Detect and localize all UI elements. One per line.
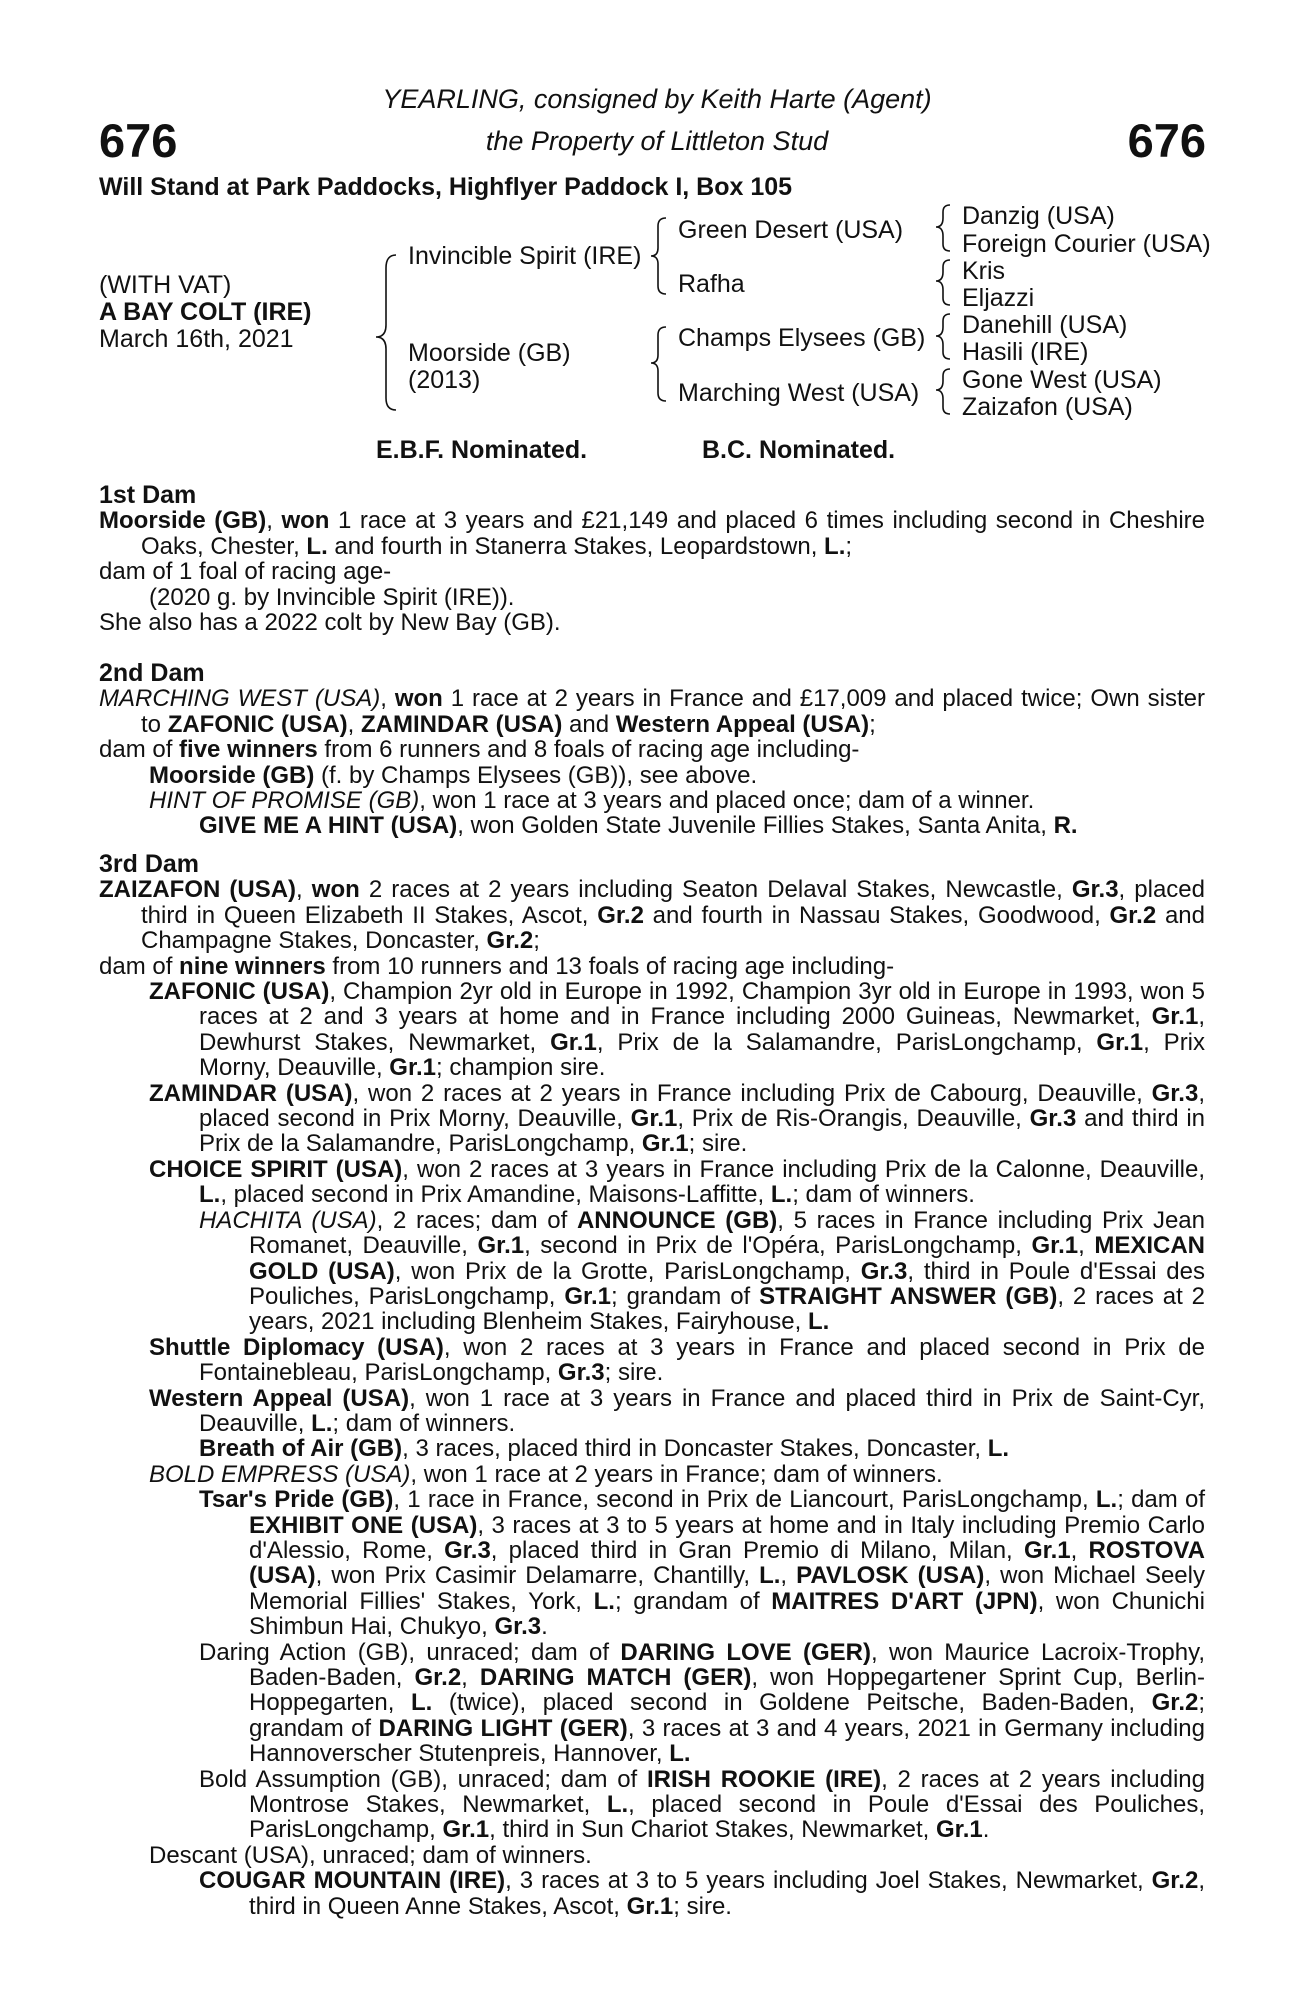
pedigree-entry	[99, 610, 1205, 635]
bold-text: Gr.3	[1029, 1105, 1077, 1133]
bold-text: L.	[669, 1740, 691, 1768]
entry-text: ,	[1078, 1232, 1095, 1260]
entry-text: , 5 races in France including Prix Jean Romanet, Deauville,	[249, 1206, 1205, 1260]
entry-text: from 10 runners and 13 foals of racing age including-	[325, 952, 895, 980]
pedigree-ddd: Zaizafon (USA)	[962, 393, 1133, 421]
entry-text: ; dam of winners.	[792, 1181, 975, 1209]
entry-text: , won Michael Seely Memorial Fillies' Stakes, York,	[249, 1562, 1205, 1615]
entry-text: , third in Sun Chariot Stakes, Newmarket,	[489, 1816, 937, 1844]
entry-text: ;	[869, 710, 876, 738]
bold-text: Western Appeal (USA)	[149, 1384, 410, 1412]
italic-text: HINT OF PROMISE (GB)	[149, 787, 420, 815]
bold-text: ZAMINDAR (USA)	[149, 1079, 353, 1107]
bold-text: COUGAR MOUNTAIN (IRE)	[199, 1867, 506, 1895]
bold-text: Gr.1	[1151, 1003, 1199, 1031]
bold-text: STRAIGHT ANSWER (GB)	[759, 1282, 1058, 1310]
bold-text: Gr.1	[1031, 1232, 1079, 1260]
bold-text: L.	[311, 1409, 333, 1437]
pedigree-dam-sire: Champs Elysees (GB)	[678, 324, 926, 352]
bold-text: L.	[759, 1562, 781, 1590]
entry-text: ; sire.	[673, 1892, 732, 1920]
entry-text: ;	[533, 927, 540, 955]
bold-text: GIVE ME A HINT (USA)	[199, 812, 458, 840]
pedigree-entry	[99, 1436, 1205, 1461]
horse-name: A BAY COLT (IRE)	[99, 298, 312, 326]
entry-text: , won Prix Casimir Delamarre, Chantilly,	[315, 1562, 760, 1590]
entry-text: ,	[266, 507, 282, 535]
pedigree-sds: Kris	[962, 257, 1006, 285]
bold-text: DARING LIGHT (GER)	[378, 1714, 628, 1742]
pedigree-entry	[99, 1335, 1205, 1386]
section-entries	[99, 877, 1205, 1919]
bold-text: L.	[824, 532, 846, 560]
entry-text: ,	[380, 685, 395, 713]
entry-text: dam of 1 foal of racing age-	[99, 558, 392, 586]
pedigree-entry	[99, 1868, 1205, 1919]
entry-text: , won 1 race at 3 years in France and placed third in Prix de Saint-Cyr, Deauville,	[199, 1384, 1206, 1437]
bold-text: L.	[1095, 1486, 1118, 1514]
pedigree-entry	[99, 1843, 1205, 1868]
entry-text: , won Hoppegartener Sprint Cup, Berlin-Hoppegarten,	[249, 1664, 1206, 1717]
bold-text: Gr.3	[1071, 876, 1119, 904]
entry-text: , Dewhurst Stakes, Newmarket,	[199, 1003, 1205, 1056]
entry-text: , 1 race in France, second in Prix de Liancourt, ParisLongchamp,	[393, 1486, 1096, 1514]
bold-text: Tsar's Pride (GB)	[199, 1486, 394, 1514]
section-heading: 2nd Dam	[99, 659, 205, 687]
bold-text: Gr.1	[936, 1816, 983, 1844]
entry-text: and Champagne Stakes, Doncaster,	[141, 901, 1206, 955]
entry-text: Bold Assumption (GB), unraced; dam of	[199, 1765, 647, 1793]
bold-text: Gr.3	[494, 1613, 542, 1641]
entry-text: (f. by Champs Elysees (GB)), see above.	[314, 761, 758, 789]
entry-text: , third in Queen Anne Stakes, Ascot,	[249, 1867, 1205, 1920]
property-line: the Property of Littleton Stud	[485, 126, 829, 156]
entry-text: , Prix de la Salamandre, ParisLongchamp,	[596, 1028, 1097, 1056]
entry-text: 1 race at 3 years and £21,149 and placed 6 times including second in Cheshire Oaks, Chester,	[141, 507, 1205, 560]
bold-text: L.	[606, 1791, 629, 1819]
entry-text: ; grandam of	[249, 1689, 1206, 1742]
italic-text: BOLD EMPRESS (USA)	[149, 1460, 411, 1488]
pedigree-entry	[99, 1386, 1205, 1437]
pedigree-dam-dam: Marching West (USA)	[678, 379, 920, 407]
bold-text: DARING LOVE (GER)	[620, 1638, 871, 1666]
pedigree-entry	[99, 585, 1205, 610]
pedigree-entry	[99, 979, 1205, 1081]
bold-text: L.	[807, 1308, 830, 1336]
bold-text: ANNOUNCE (GB)	[576, 1206, 778, 1234]
pedigree-entry	[99, 1462, 1205, 1487]
entry-text: , placed second in Prix Amandine, Maisons-Laffitte,	[220, 1181, 771, 1209]
entry-text: , won 2 races at 3 years in France including Prix de la Calonne, Deauville,	[402, 1155, 1205, 1183]
entry-text: from 6 runners and 8 foals of racing age including-	[317, 736, 860, 764]
pedigree-entry	[99, 763, 1205, 788]
lot-number-right: 676	[1127, 114, 1206, 167]
bold-text: won	[281, 507, 330, 535]
bold-text: L.	[593, 1587, 615, 1615]
entry-text: ;	[845, 532, 853, 560]
pedigree-entry	[99, 954, 1205, 979]
bold-text: ZAMINDAR (USA)	[361, 710, 563, 738]
pedigree-entry	[99, 1208, 1205, 1335]
bold-text: Moorside (GB)	[99, 507, 267, 535]
entry-text: and fourth in Stanerra Stakes, Leopardstown,	[327, 532, 825, 560]
bold-text: CHOICE SPIRIT (USA)	[149, 1155, 403, 1183]
pedigree-sss: Danzig (USA)	[962, 202, 1115, 230]
entry-text: , won Maurice Lacroix-Trophy, Baden-Baden,	[249, 1638, 1206, 1691]
entry-text: Daring Action (GB), unraced; dam of	[199, 1638, 621, 1666]
pedigree-dam: Moorside (GB)	[408, 339, 571, 367]
bold-text: L.	[987, 1435, 1010, 1463]
bold-text: Gr.1	[477, 1232, 525, 1260]
pedigree-entry	[99, 1767, 1205, 1843]
entry-text: ; grandam of	[611, 1282, 760, 1310]
bold-text: Breath of Air (GB)	[199, 1435, 403, 1463]
entry-text: , 3 races at 3 to 5 years at home and in Italy including Premio Carlo d'Alessio, Rome,	[249, 1511, 1205, 1564]
entry-text: , placed third in Gran Premio di Milano, Milan,	[490, 1536, 1024, 1564]
brace-dam	[651, 327, 666, 401]
bold-text: L.	[199, 1181, 221, 1209]
bold-text: Gr.1	[1023, 1536, 1071, 1564]
bc-nomination: B.C. Nominated.	[702, 436, 896, 464]
entry-text: dam of	[99, 952, 180, 980]
entry-text: , 3 races at 3 and 4 years, 2021 in Germany including Hannoverscher Stutenpreis, Hannover,	[249, 1714, 1206, 1768]
entry-text: , placed second in Poule d'Essai des Pouliches, ParisLongchamp,	[249, 1791, 1205, 1844]
entry-text: and third in Prix de la Salamandre, ParisLongchamp,	[199, 1105, 1206, 1158]
section-heading: 3rd Dam	[99, 850, 200, 878]
entry-text: ,	[1070, 1536, 1089, 1564]
entry-text: ; dam of winners.	[332, 1409, 516, 1437]
brace-ds	[936, 314, 950, 359]
bold-text: ROSTOVA (USA)	[249, 1536, 1205, 1590]
entry-text: , placed third in Queen Elizabeth II Stakes, Ascot,	[141, 876, 1206, 929]
entry-text: , Prix Morny, Deauville,	[199, 1028, 1206, 1082]
entry-text: , won Chunichi Shimbun Hai, Chukyo,	[249, 1587, 1205, 1641]
bold-text: Gr.1	[630, 1105, 678, 1133]
pedigree-entry	[99, 1640, 1205, 1767]
bold-text: IRISH ROOKIE (IRE)	[646, 1765, 882, 1793]
bold-text: L.	[306, 532, 328, 560]
bold-text: MEXICAN GOLD (USA)	[249, 1232, 1205, 1285]
bold-text: R.	[1053, 812, 1078, 840]
bold-text: DARING MATCH (GER)	[479, 1664, 752, 1691]
entry-text: ,	[347, 710, 362, 738]
entry-text: , Champion 2yr old in Europe in 1992, Champion 3yr old in Europe in 1993, won 5 races at 2 and 3 years at home and in France including 2000 Guineas, Newmarket,	[199, 978, 1205, 1031]
entry-text: 1 race at 2 years in France and £17,009 and placed twice; Own sister to	[141, 685, 1205, 738]
bold-text: L.	[410, 1689, 433, 1717]
entry-text: , 3 races at 3 to 5 years including Joel Stakes, Newmarket,	[505, 1867, 1152, 1895]
entry-text: ; champion sire.	[436, 1054, 606, 1082]
bold-text: Gr.1	[641, 1130, 689, 1158]
entry-text: ,	[461, 1664, 480, 1691]
pedigree-dss: Danehill (USA)	[962, 311, 1128, 339]
brace-sd	[936, 260, 950, 305]
bold-text: Gr.3	[444, 1536, 491, 1564]
brace-main	[376, 255, 396, 410]
bold-text: nine winners	[179, 952, 326, 980]
entry-text: (twice), placed second in Goldene Peitsche, Baden-Baden,	[432, 1689, 1152, 1717]
bold-text: ZAFONIC (USA)	[149, 978, 330, 1006]
entry-text: , won 1 race at 3 years and placed once; dam of a winner.	[419, 787, 1035, 815]
pedigree-sdd: Eljazzi	[962, 284, 1035, 312]
bold-text: Western Appeal (USA)	[615, 710, 870, 738]
entry-text: and fourth in Nassau Stakes, Goodwood,	[643, 901, 1110, 929]
brace-sire	[651, 218, 666, 294]
consignment-line: YEARLING, consigned by Keith Harte (Agent)	[382, 84, 932, 114]
pedigree-entry	[99, 1157, 1205, 1208]
bold-text: Gr.3	[860, 1257, 908, 1285]
bold-text: Gr.3	[557, 1359, 605, 1387]
italic-text: HACHITA (USA)	[199, 1206, 377, 1234]
entry-text: , 3 races, placed third in Doncaster Stakes, Doncaster,	[402, 1435, 988, 1463]
bold-text: Gr.2	[1151, 1867, 1199, 1895]
entry-text: ; dam of	[1117, 1486, 1205, 1514]
bold-text: five winners	[179, 736, 318, 764]
pedigree-entry	[99, 1081, 1205, 1157]
entry-text: , third in Poule d'Essai des Pouliches, ParisLongchamp,	[249, 1257, 1205, 1310]
entry-text: .	[982, 1816, 990, 1844]
entry-text: , won 2 races at 3 years in France and placed second in Prix de Fontainebleau, ParisLongchamp,	[199, 1333, 1205, 1387]
bold-text: PAVLOSK (USA)	[796, 1562, 985, 1590]
entry-text: ; sire.	[688, 1130, 748, 1158]
entry-text: , placed second in Prix Morny, Deauville,	[199, 1079, 1205, 1133]
pedigree-entry	[99, 813, 1205, 838]
entry-text: (2020 g. by Invincible Spirit (IRE)).	[149, 583, 515, 611]
bold-text: won	[394, 685, 443, 713]
pedigree-entry	[99, 559, 1205, 584]
pedigree-sire: Invincible Spirit (IRE)	[408, 242, 642, 270]
bold-text: Gr.3	[1151, 1079, 1199, 1107]
pedigree-entry	[99, 788, 1205, 813]
pedigree-ssd: Foreign Courier (USA)	[962, 230, 1211, 258]
brace-dd	[936, 369, 950, 414]
bold-text: Gr.2	[414, 1664, 462, 1691]
vat-note: (WITH VAT)	[99, 271, 232, 299]
bold-text: Gr.2	[597, 901, 644, 929]
third-dam-section	[99, 852, 1205, 1919]
bold-text: Gr.1	[550, 1028, 597, 1056]
bold-text: Gr.2	[1109, 901, 1157, 929]
pedigree-dsd: Hasili (IRE)	[962, 338, 1089, 366]
pedigree-dds: Gone West (USA)	[962, 366, 1162, 394]
ebf-nomination: E.B.F. Nominated.	[376, 436, 588, 464]
pedigree-entry	[99, 737, 1205, 762]
pedigree-entry	[99, 877, 1205, 953]
pedigree-entry	[99, 1487, 1205, 1639]
bold-text: MAITRES D'ART (JPN)	[771, 1587, 1038, 1615]
entry-text: , won Prix de la Grotte, ParisLongchamp,	[394, 1257, 861, 1285]
bold-text: Gr.1	[1096, 1028, 1144, 1056]
bold-text: L.	[770, 1181, 793, 1209]
entry-text: 2 races at 2 years including Seaton Delaval Stakes, Newcastle,	[359, 876, 1072, 904]
section-entries	[99, 508, 1205, 635]
bold-text: Moorside (GB)	[149, 761, 315, 789]
entry-text: Descant (USA), unraced; dam of winners.	[149, 1841, 592, 1869]
entry-text: dam of	[99, 736, 180, 764]
bold-text: Gr.1	[626, 1892, 674, 1920]
entry-text: , second in Prix de l'Opéra, ParisLongchamp,	[524, 1232, 1032, 1260]
bold-text: Gr.1	[389, 1054, 436, 1082]
section-entries	[99, 686, 1205, 838]
bold-text: Gr.2	[486, 927, 534, 955]
bold-text: EXHIBIT ONE (USA)	[249, 1511, 478, 1539]
entry-text: .	[541, 1613, 548, 1641]
bold-text: ZAIZAFON (USA)	[99, 876, 297, 904]
bold-text: Shuttle Diplomacy (USA)	[149, 1333, 444, 1361]
pedigree-entry	[99, 686, 1205, 737]
entry-text: ,	[780, 1562, 797, 1590]
bold-text: Gr.1	[442, 1816, 490, 1844]
entry-text: She also has a 2022 colt by New Bay (GB).	[99, 609, 561, 637]
bold-text: won	[311, 876, 360, 904]
bold-text: ZAFONIC (USA)	[167, 710, 348, 738]
entry-text: , won 1 race at 2 years in France; dam of winners.	[410, 1460, 943, 1488]
entry-text: , Prix de Ris-Orangis, Deauville,	[677, 1105, 1030, 1133]
entry-text: , 2 races at 2 years including Montrose Stakes, Newmarket,	[249, 1765, 1206, 1819]
entry-text: , won 2 races at 2 years in France including Prix de Cabourg, Deauville,	[352, 1079, 1152, 1107]
entry-text: , 2 races at 2 years, 2021 including Blenheim Stakes, Fairyhouse,	[249, 1282, 1205, 1336]
first-dam-section	[99, 483, 1205, 635]
entry-text: ; sire.	[604, 1359, 664, 1387]
stand-location: Will Stand at Park Paddocks, Highflyer Paddock I, Box 105	[99, 173, 793, 201]
pedigree-entry	[99, 508, 1205, 559]
entry-text: ; grandam of	[614, 1587, 772, 1615]
lot-number-left: 676	[99, 114, 178, 167]
pedigree-dam-year: (2013)	[408, 366, 481, 394]
brace-ss	[936, 205, 950, 251]
entry-text: , won Golden State Juvenile Fillies Stakes, Santa Anita,	[457, 812, 1054, 840]
bold-text: Gr.1	[564, 1282, 612, 1310]
italic-text: MARCHING WEST (USA)	[99, 685, 381, 713]
second-dam-section	[99, 661, 1205, 839]
pedigree-sire-sire: Green Desert (USA)	[678, 216, 904, 244]
entry-text: and	[562, 710, 616, 738]
pedigree-braces	[0, 0, 1314, 460]
entry-text: , 2 races; dam of	[376, 1206, 577, 1234]
foaling-date: March 16th, 2021	[99, 325, 294, 353]
section-heading: 1st Dam	[99, 481, 197, 509]
pedigree-sire-dam: Rafha	[678, 270, 745, 298]
entry-text: ,	[296, 876, 312, 904]
bold-text: Gr.2	[1151, 1689, 1199, 1717]
